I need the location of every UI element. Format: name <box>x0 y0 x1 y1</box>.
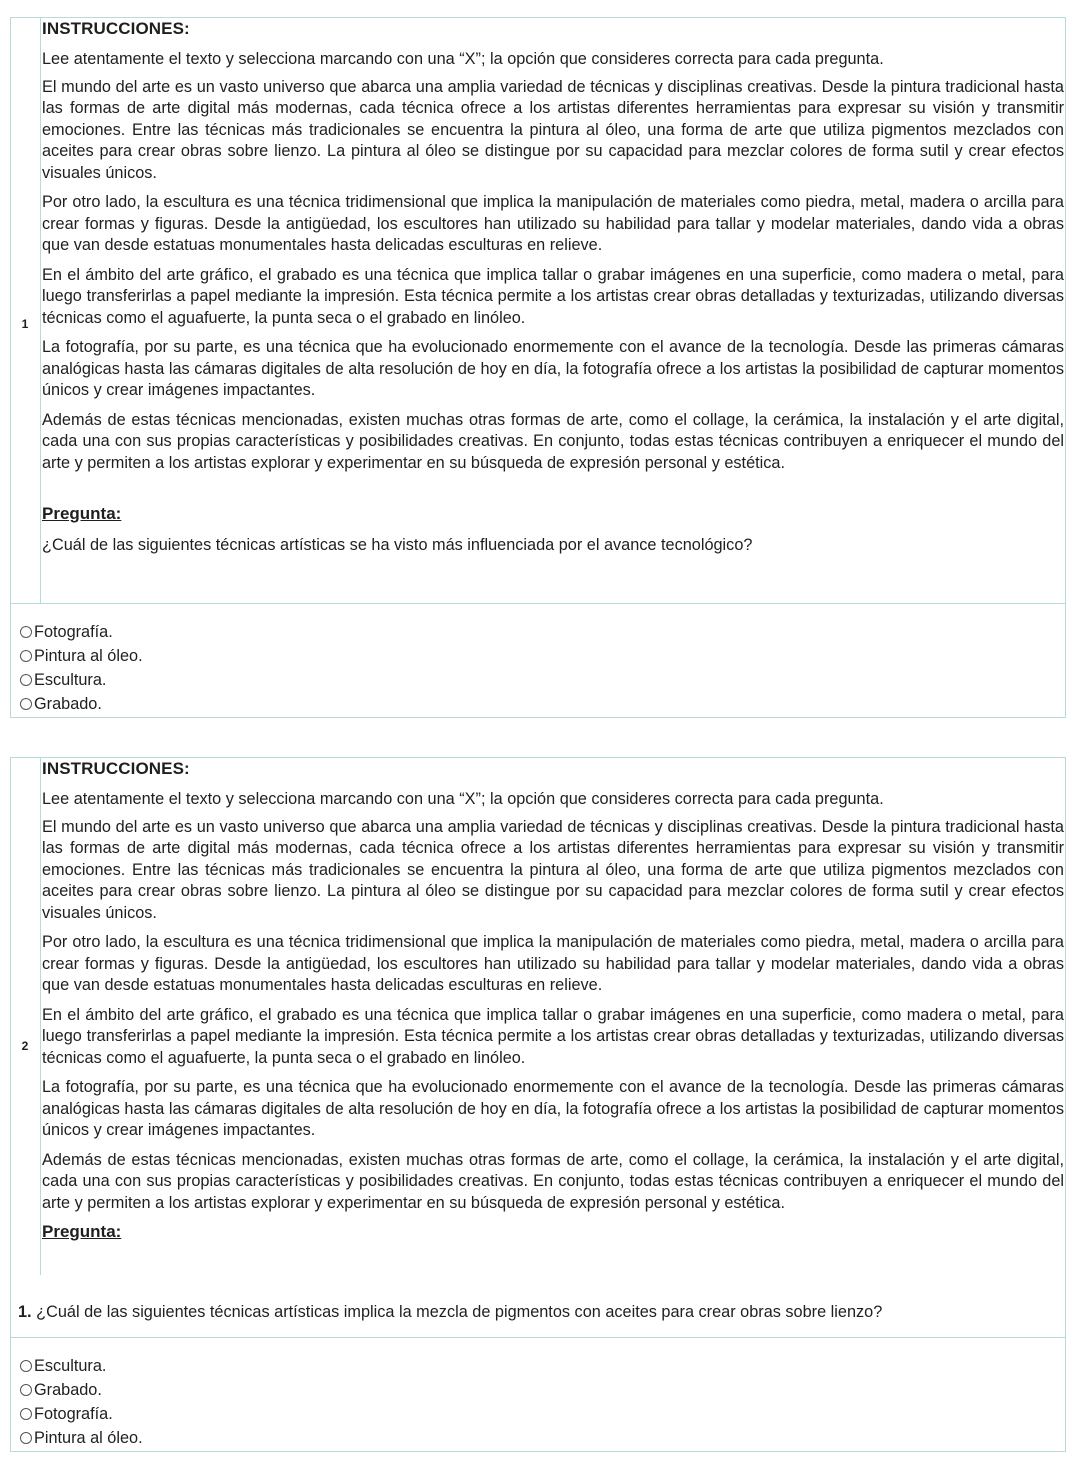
passage-paragraph: En el ámbito del arte gráfico, el grabado es una técnica que implica tallar o grabar imágenes en una superficie, como madera o metal, para luego transferirlas a papel mediante la impresión. Esta técnica permite a los artistas crear obras detalladas y texturizadas, utilizando diversas técnicas como el aguafuerte, la punta seca o el grabado en linóleo. <box>42 1005 1064 1067</box>
option-label: Escultura. <box>34 670 107 689</box>
question-block-1 <box>10 17 1066 718</box>
options-divider <box>10 603 1066 604</box>
option-label: Grabado. <box>34 694 102 713</box>
option-label: Fotografía. <box>34 622 113 641</box>
radio-button-icon[interactable] <box>20 626 32 638</box>
option[interactable] <box>20 1354 143 1378</box>
radio-button-icon[interactable] <box>20 698 32 710</box>
passage-paragraph: El mundo del arte es un vasto universo que abarca una amplia variedad de técnicas y disciplinas creativas. Desde la pintura tradicional hasta las formas de arte digital más modernas, cada técnica ofrece a los artistas diferentes herramientas para expresar su visión y transmitir emociones. Entre las técnicas más tradicionales se encuentra la pintura al óleo, una forma de arte que utiliza pigmentos mezclados con aceites para crear obras sobre lienzo. La pintura al óleo se distingue por su capacidad para mezclar colores de forma sutil y crear efectos visuales únicos. <box>42 77 1064 182</box>
radio-button-icon[interactable] <box>20 1384 32 1396</box>
passage-paragraph: En el ámbito del arte gráfico, el grabado es una técnica que implica tallar o grabar imágenes en una superficie, como madera o metal, para luego transferirlas a papel mediante la impresión. Esta técnica permite a los artistas crear obras detalladas y texturizadas, utilizando diversas técnicas como el aguafuerte, la punta seca o el grabado en linóleo. <box>42 265 1064 327</box>
instructions-heading: INSTRUCCIONES: <box>42 759 190 778</box>
instructions-text: Lee atentamente el texto y selecciona marcando con una “X”; la opción que consideres correcta para cada pregunta. <box>42 790 884 808</box>
passage-paragraph: El mundo del arte es un vasto universo que abarca una amplia variedad de técnicas y disciplinas creativas. Desde la pintura tradicional hasta las formas de arte digital más modernas, cada técnica ofrece a los artistas diferentes herramientas para expresar su visión y transmitir emociones. Entre las técnicas más tradicionales se encuentra la pintura al óleo, una forma de arte que utiliza pigmentos mezclados con aceites para crear obras sobre lienzo. La pintura al óleo se distingue por su capacidad para mezclar colores de forma sutil y crear efectos visuales únicos. <box>42 817 1064 922</box>
question-text: ¿Cuál de las siguientes técnicas artísticas se ha visto más influenciada por el avance tecnológico? <box>42 536 753 554</box>
option-label: Escultura. <box>34 1356 107 1375</box>
passage-paragraph: Por otro lado, la escultura es una técnica tridimensional que implica la manipulación de materiales como piedra, metal, madera o arcilla para crear formas y figuras. Desde la antigüedad, los escultores han utilizado su habilidad para tallar y modelar materiales, dando vida a obras que van desde estatuas monumentales hasta delicadas esculturas en relieve. <box>42 933 1064 994</box>
option-label: Fotografía. <box>34 1404 113 1423</box>
radio-button-icon[interactable] <box>20 674 32 686</box>
question-label: Pregunta: <box>42 1222 122 1241</box>
radio-button-icon[interactable] <box>20 1408 32 1420</box>
option[interactable] <box>20 668 143 692</box>
question-number: 2 <box>21 1039 29 1053</box>
passage-area <box>40 757 1066 1275</box>
option[interactable] <box>20 1402 143 1426</box>
option-label: Grabado. <box>34 1380 102 1399</box>
option[interactable] <box>20 620 143 644</box>
option[interactable] <box>20 1426 143 1450</box>
question-block-2 <box>10 757 1066 1452</box>
option-label: Pintura al óleo. <box>34 1428 143 1447</box>
option[interactable] <box>20 644 143 668</box>
passage-paragraph: Por otro lado, la escultura es una técnica tridimensional que implica la manipulación de materiales como piedra, metal, madera o arcilla para crear formas y figuras. Desde la antigüedad, los escultores han utilizado su habilidad para tallar y modelar materiales, dando vida a obras que van desde estatuas monumentales hasta delicadas esculturas en relieve. <box>42 193 1064 254</box>
option-label: Pintura al óleo. <box>34 646 143 665</box>
options-divider <box>10 1337 1066 1338</box>
passage-paragraph: Además de estas técnicas mencionadas, existen muchas otras formas de arte, como el collage, la cerámica, la instalación y el arte digital, cada una con sus propias características y posibilidades creativas. En conjunto, todas estas técnicas contribuyen a enriquecer el mundo del arte y permiten a los artistas explorar y experimentar en su búsqueda de expresión personal y estética. <box>42 410 1064 472</box>
answer-options <box>20 620 143 716</box>
option[interactable] <box>20 1378 143 1402</box>
question-body: ¿Cuál de las siguientes técnicas artísticas implica la mezcla de pigmentos con aceites para crear obras sobre lienzo? <box>36 1303 883 1321</box>
question-label: Pregunta: <box>42 504 122 523</box>
instructions-heading: INSTRUCCIONES: <box>42 19 190 38</box>
radio-button-icon[interactable] <box>20 1432 32 1444</box>
answer-options <box>20 1354 143 1450</box>
question-text <box>18 1303 882 1322</box>
passage-paragraph: La fotografía, por su parte, es una técnica que ha evolucionado enormemente con el avance de la tecnología. Desde las primeras cámaras analógicas hasta las cámaras digitales de alta resolución de hoy en día, la fotografía ofrece a los artistas la posibilidad de capturar momentos únicos y crear imágenes impactantes. <box>42 1078 1064 1139</box>
instructions-text: Lee atentamente el texto y selecciona marcando con una “X”; la opción que consideres correcta para cada pregunta. <box>42 50 884 68</box>
passage-area <box>40 17 1066 603</box>
question-prefix: 1. <box>18 1303 32 1321</box>
radio-button-icon[interactable] <box>20 1360 32 1372</box>
radio-button-icon[interactable] <box>20 650 32 662</box>
question-number: 1 <box>21 317 29 331</box>
option[interactable] <box>20 692 143 716</box>
passage-paragraph: La fotografía, por su parte, es una técnica que ha evolucionado enormemente con el avance de la tecnología. Desde las primeras cámaras analógicas hasta las cámaras digitales de alta resolución de hoy en día, la fotografía ofrece a los artistas la posibilidad de capturar momentos únicos y crear imágenes impactantes. <box>42 338 1064 399</box>
passage-paragraph: Además de estas técnicas mencionadas, existen muchas otras formas de arte, como el collage, la cerámica, la instalación y el arte digital, cada una con sus propias características y posibilidades creativas. En conjunto, todas estas técnicas contribuyen a enriquecer el mundo del arte y permiten a los artistas explorar y experimentar en su búsqueda de expresión personal y estética. <box>42 1150 1064 1212</box>
